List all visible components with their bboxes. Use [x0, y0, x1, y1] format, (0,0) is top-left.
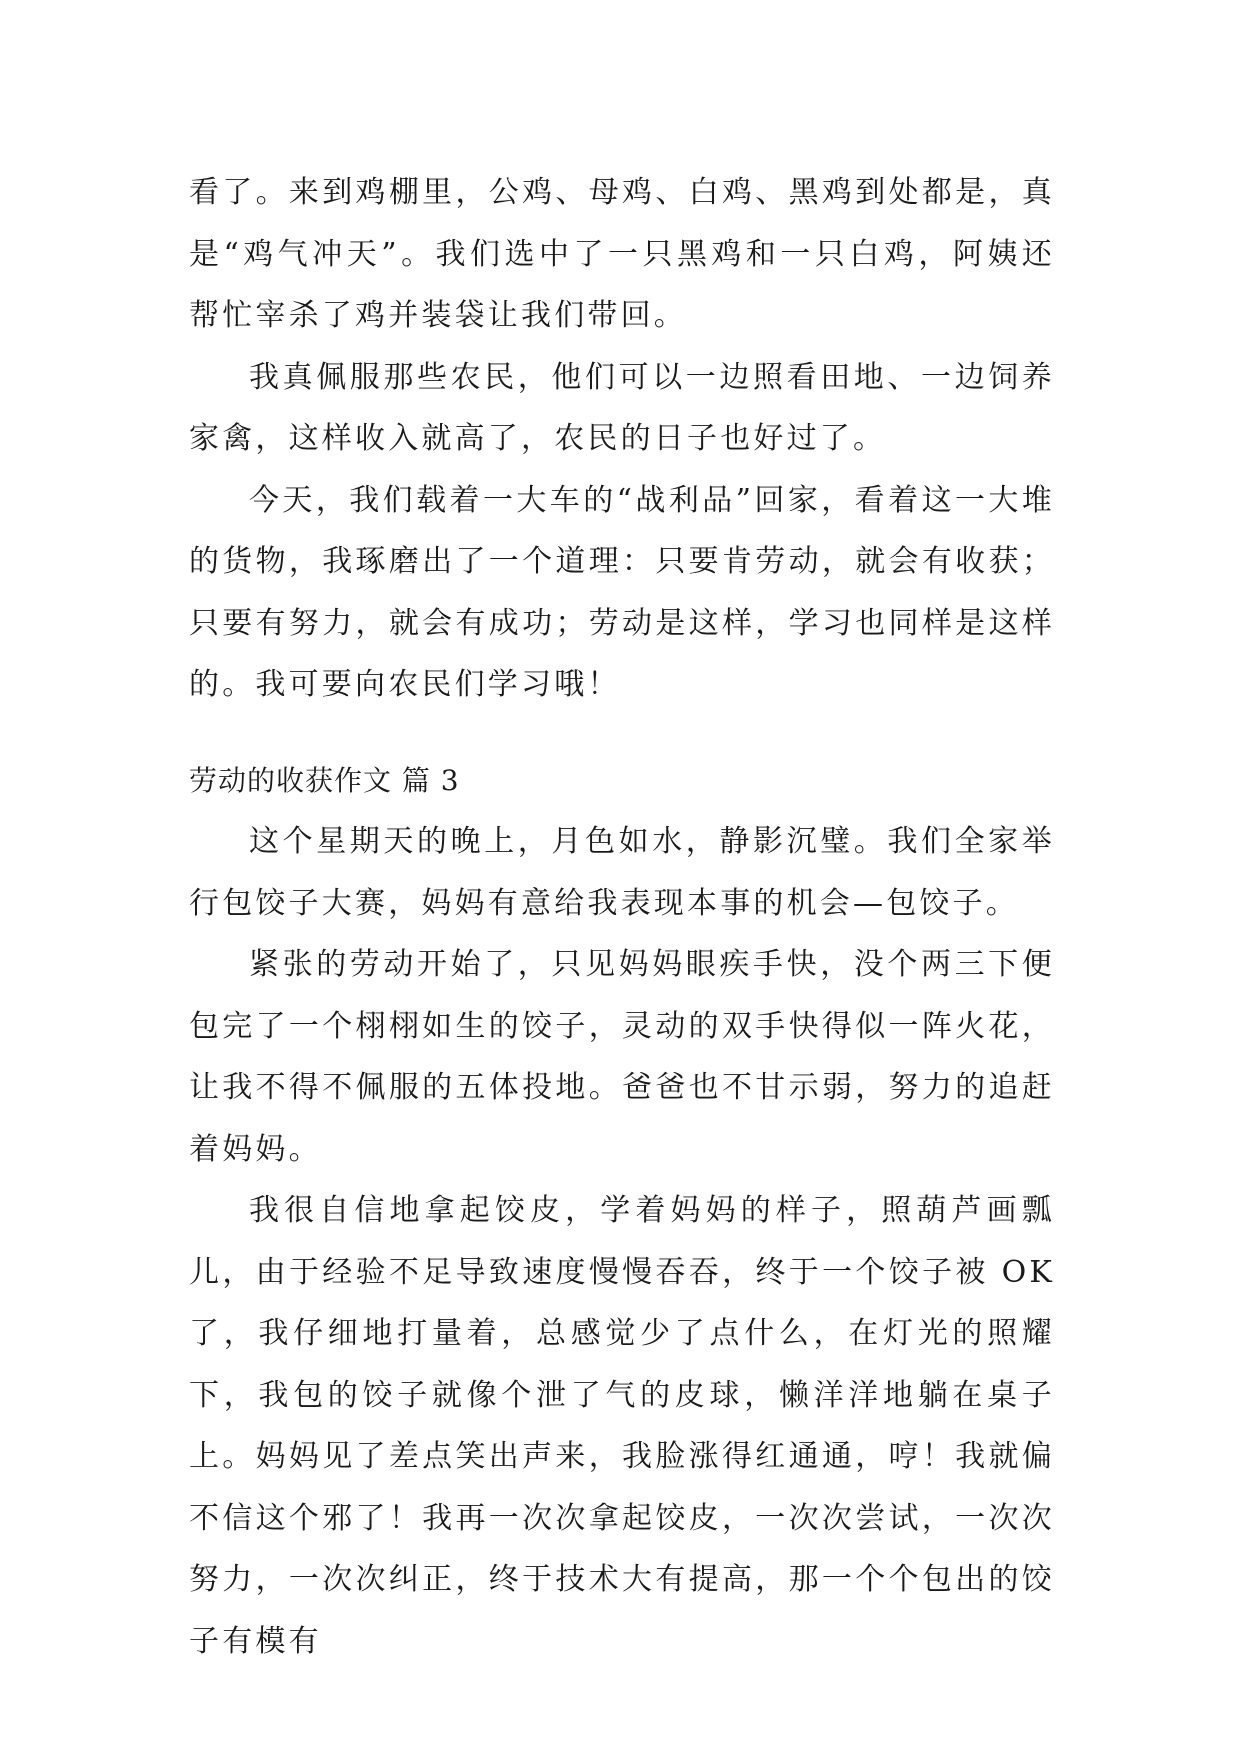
document-body [189, 162, 1055, 1672]
paragraph: 这个星期天的晚上，月色如水，静影沉璧。我们全家举行包饺子大赛，妈妈有意给我表现本事的机会—包饺子。 [189, 824, 1055, 921]
paragraph: 我很自信地拿起饺皮，学着妈妈的样子，照葫芦画瓢儿，由于经验不足导致速度慢慢吞吞，终于一个饺子被 OK 了，我仔细地打量着，总感觉少了点什么，在灯光的照耀下，我包的饺子就像个泄了气的皮球，懒洋洋地躺在桌子上。妈妈见了差点笑出声来，我脸涨得红通通，哼！我就偏不信这个邪了！我再一次次拿起饺皮，一次次尝试，一次次努力，一次次纠正，终于技术大有提高，那一个个包出的饺子有模有 [189, 1193, 1055, 1659]
paragraph: 看了。来到鸡棚里，公鸡、母鸡、白鸡、黑鸡到处都是，真是“鸡气冲天”。我们选中了一只黑鸡和一只白鸡，阿姨还帮忙宰杀了鸡并装袋让我们带回。 [189, 175, 1055, 333]
section-title: 劳动的收获作文 篇 3 [189, 763, 460, 797]
paragraph: 今天，我们载着一大车的“战利品”回家，看着这一大堆的货物，我琢磨出了一个道理：只要肯劳动，就会有收获；只要有努力，就会有成功；劳动是这样，学习也同样是这样的。我可要向农民们学习哦！ [189, 482, 1055, 702]
paragraph: 我真佩服那些农民，他们可以一边照看田地、一边饲养家禽，这样收入就高了，农民的日子也好过了。 [189, 359, 1055, 456]
paragraph: 紧张的劳动开始了，只见妈妈眼疾手快，没个两三下便包完了一个栩栩如生的饺子，灵动的双手快得似一阵火花，让我不得不佩服的五体投地。爸爸也不甘示弱，努力的追赶着妈妈。 [189, 947, 1055, 1167]
